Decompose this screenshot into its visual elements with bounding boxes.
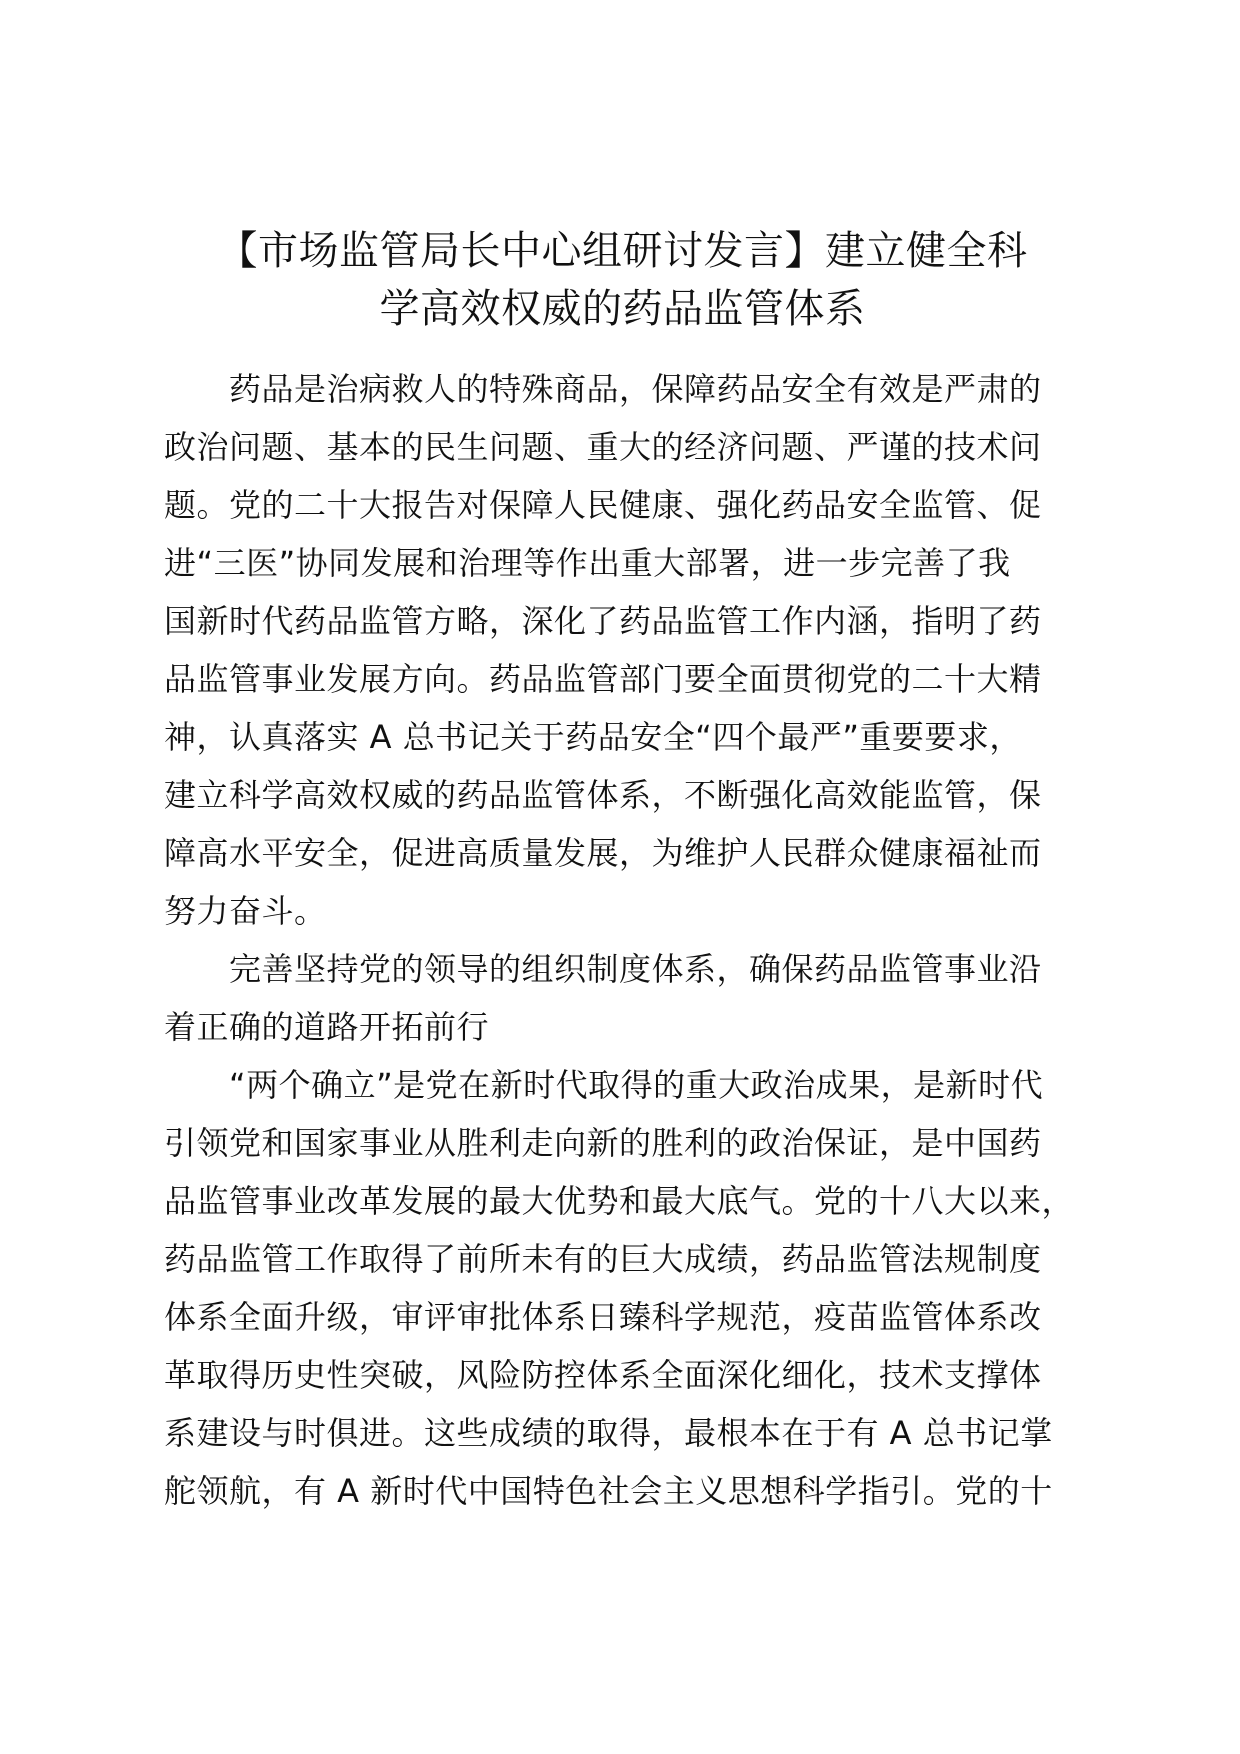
text-line: 完善坚持党的领导的组织制度体系，确保药品监管事业沿: [164, 950, 1042, 988]
text-line: “两个确立”是党在新时代取得的重大政治成果，是新时代: [164, 1066, 1044, 1104]
text-line: 药品是治病救人的特殊商品，保障药品安全有效是严肃的: [164, 370, 1042, 408]
text-line: 品监管事业改革发展的最大优势和最大底气。党的十八大以来，: [164, 1182, 1075, 1220]
document-body: [164, 360, 1094, 1520]
text-line: 政治问题、基本的民生问题、重大的经济问题、严谨的技术问: [164, 428, 1042, 466]
text-line: 建立科学高效权威的药品监管体系，不断强化高效能监管，保: [164, 776, 1042, 814]
text-line: 神，认真落实 A 总书记关于药品安全“四个最严”重要要求，: [164, 718, 1022, 756]
text-line: 药品监管工作取得了前所未有的巨大成绩，药品监管法规制度: [164, 1240, 1042, 1278]
text-line: 体系全面升级，审评审批体系日臻科学规范，疫苗监管体系改: [164, 1298, 1042, 1336]
text-line: 引领党和国家事业从胜利走向新的胜利的政治保证，是中国药: [164, 1124, 1042, 1162]
text-line: 国新时代药品监管方略，深化了药品监管工作内涵，指明了药: [164, 602, 1042, 640]
text-line: 题。党的二十大报告对保障人民健康、强化药品安全监管、促: [164, 486, 1042, 524]
text-line: 系建设与时俱进。这些成绩的取得，最根本在于有 A 总书记掌: [164, 1414, 1053, 1452]
text-line: 努力奋斗。: [164, 892, 327, 930]
document-title-line-2: 学高效权威的药品监管体系: [379, 286, 866, 332]
document-title: [150, 222, 1095, 338]
paragraph-section-heading: [164, 940, 1094, 1056]
paragraph-two-establishments: [164, 1056, 1094, 1520]
paragraph-intro: [164, 360, 1094, 940]
text-line: 障高水平安全，促进高质量发展，为维护人民群众健康福祉而: [164, 834, 1042, 872]
document-title-line-1: 【市场监管局长中心组研讨发言】建立健全科: [217, 228, 1028, 274]
text-line: 品监管事业发展方向。药品监管部门要全面贯彻党的二十大精: [164, 660, 1042, 698]
text-line: 革取得历史性突破，风险防控体系全面深化细化，技术支撑体: [164, 1356, 1042, 1394]
text-line: 着正确的道路开拓前行: [164, 1008, 490, 1046]
text-line: 进“三医”协同发展和治理等作出重大部署，进一步完善了我: [164, 544, 1011, 582]
text-line: 舵领航，有 A 新时代中国特色社会主义思想科学指引。党的十: [164, 1472, 1053, 1510]
